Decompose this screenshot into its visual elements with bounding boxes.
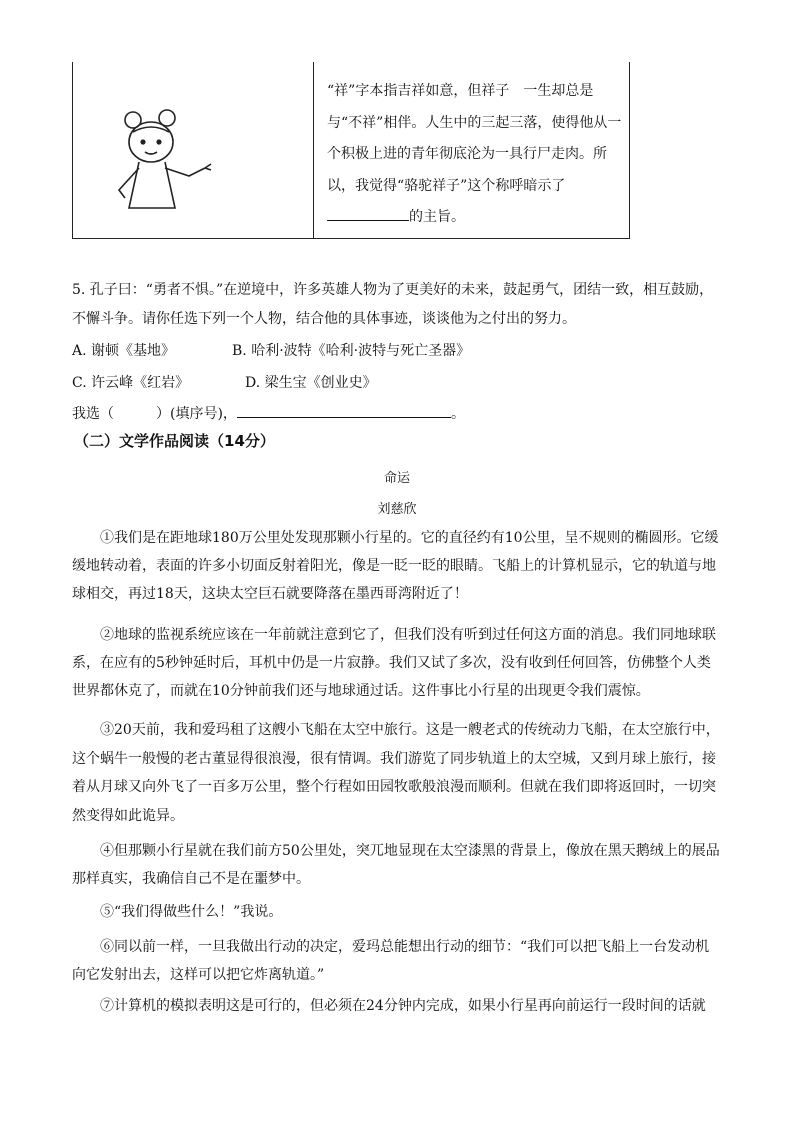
table-cell-text xyxy=(327,76,623,234)
fill-blank[interactable] xyxy=(327,206,409,221)
option-a: A. 谢顿《基地》 xyxy=(72,343,176,359)
option-b: B. 哈利·波特《哈利·波特与死亡圣器》 xyxy=(232,343,471,359)
section-title: （二）文学作品阅读（14分） xyxy=(74,432,275,450)
answer-line xyxy=(72,403,465,423)
story-paragraph-3: ③20天前，我和爱玛租了这艘小飞船在太空中旅行。这是一艘老式的传统动力飞船，在太空旅行中，这个蜗牛一般慢的老古董显得很浪漫，很有情调。我们游览了同步轨道上的太空城，又到月球上旅行，接着从月球又向外飞了一百多万公里，整个行程如田园牧歌般浪漫而顺利。但就在我们即将返回时，一切突然变得如此诡异。 xyxy=(72,722,720,824)
cell-text-after: 的主旨。 xyxy=(409,209,465,225)
table-divider xyxy=(313,62,314,238)
answer-suffix: 。 xyxy=(450,406,465,422)
story-paragraph-7: ⑦计算机的模拟表明这是可行的，但必须在24分钟内完成，如果小行星再向前运行一段时间的话就 xyxy=(100,998,706,1014)
question-5-stem: 5. 孔子曰：“勇者不惧。”在逆境中，许多英雄人物为了更美好的未来，鼓起勇气，团结一致，相互鼓励，不懈斗争。请你任选下列一个人物，结合他的具体事迹，谈谈他为之付出的努力。 xyxy=(72,282,714,327)
story-paragraph-2: ②地球的监视系统应该在一年前就注意到它了，但我们没有听到过任何这方面的消息。我们同地球联系，在应有的5秒钟延时后，耳机中仍是一片寂静。我们又试了多次，没有收到任何回答，仿佛整个人类世界都休克了，而就在10分钟前我们还与地球通过话。这件事比小行星的出现更令我们震惊。 xyxy=(72,627,716,699)
story-paragraph-4: ④但那颗小行星就在我们前方50公里处，突兀地显现在太空漆黑的背景上，像放在黑天鹅绒上的展品那样真实，我确信自己不是在噩梦中。 xyxy=(72,843,720,887)
answer-blank[interactable] xyxy=(237,403,451,418)
answer-prefix: 我选（ ）(填序号)， xyxy=(72,406,237,422)
option-c: C. 许云峰《红岩》 xyxy=(72,375,190,391)
story-paragraph-1: ①我们是在距地球180万公里处发现那颗小行星的。它的直径约有10公里，呈不规则的椭圆形。它缓缓地转动着，表面的许多小切面反射着阳光，像是一眨一眨的眼睛。飞船上的计算机显示，它的轨道与地球相交，再过18天，这块太空巨石就要降落在墨西哥湾附近了！ xyxy=(72,530,719,602)
option-d: D. 梁生宝《创业史》 xyxy=(245,375,377,391)
cell-text-before: “祥”字本指吉祥如意，但祥子 一生却总是与“不祥”相伴。人生中的三起三落，使得他从一个积极上进的青年彻底沦为一具行尸走肉。所以，我觉得“骆驼祥子”这个称呼暗示了 xyxy=(327,83,622,194)
story-author: 刘慈欣 xyxy=(377,502,417,517)
story-paragraph-5: ⑤“我们得做些什么！”我说。 xyxy=(100,904,283,920)
cartoon-girl-illustration xyxy=(93,98,233,218)
story-title: 命运 xyxy=(383,471,410,486)
story-paragraph-6: ⑥同以前一样，一旦我做出行动的决定，爱玛总能想出行动的细节：“我们可以把飞船上一台发动机向它发射出去，这样可以把它炸离轨道。” xyxy=(72,939,710,983)
table-fragment xyxy=(72,62,630,239)
